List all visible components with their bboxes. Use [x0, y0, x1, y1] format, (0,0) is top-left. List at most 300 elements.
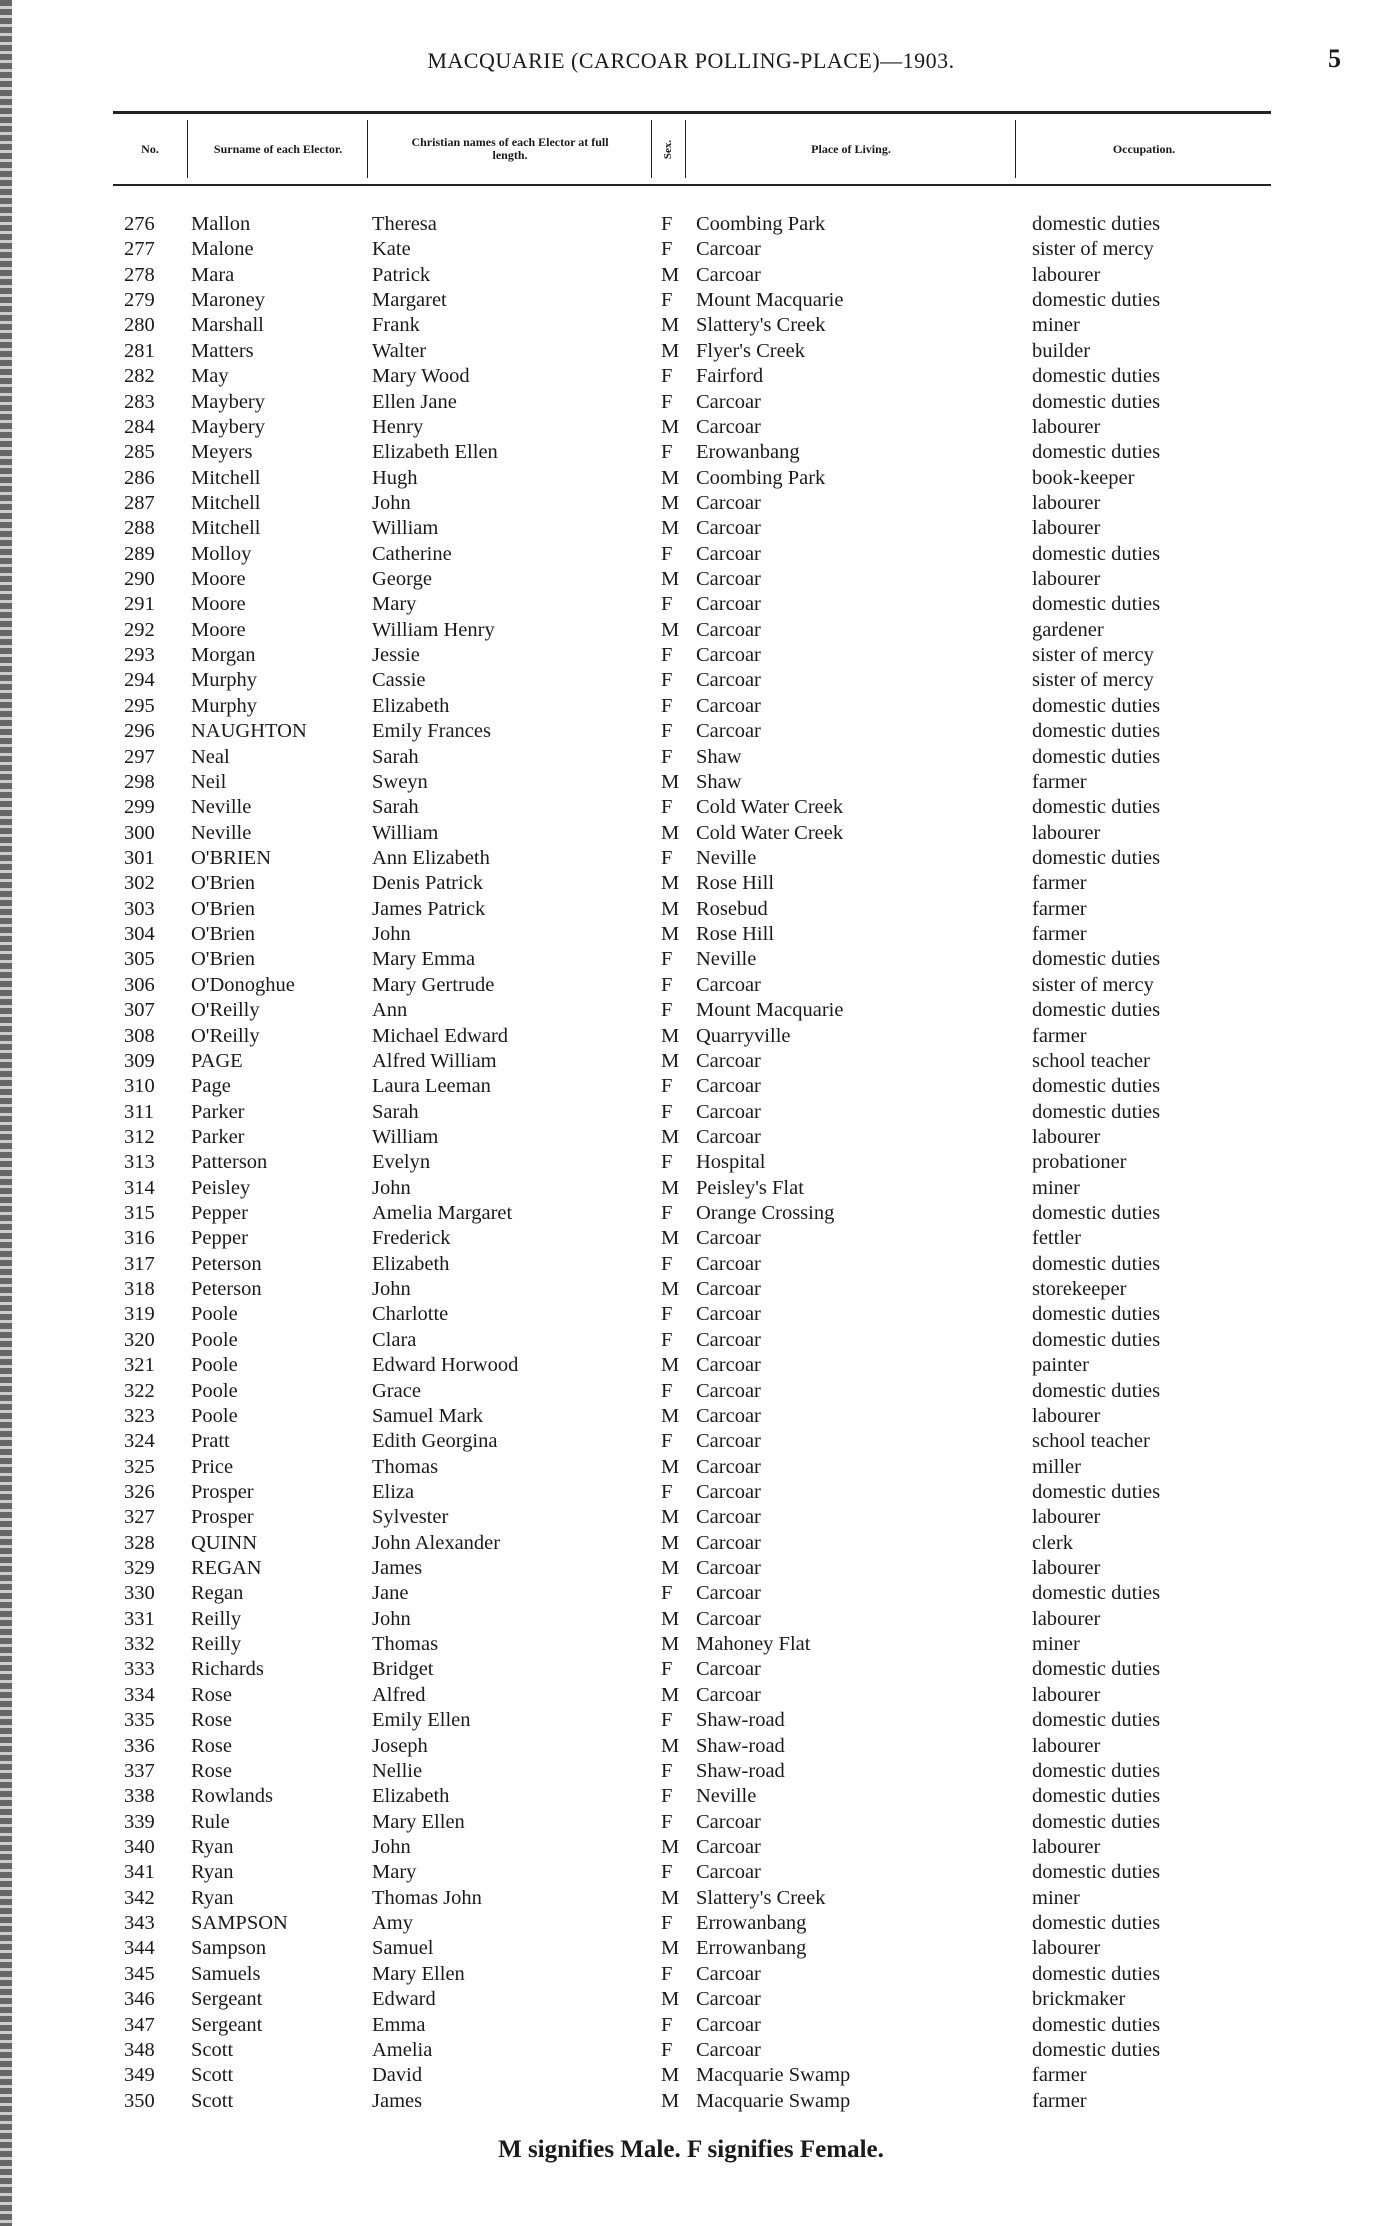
elector-number: 319 [124, 1303, 155, 1326]
header-place: Place of Living. [811, 141, 891, 156]
elector-place: Neville [696, 1785, 757, 1808]
elector-christian-names: Michael Edward [372, 1024, 509, 1047]
elector-christian-names: James [372, 2089, 423, 2112]
elector-place: Errowanbang [696, 1937, 807, 1960]
header-sex-label: Sex. [662, 139, 675, 159]
elector-sex: M [661, 314, 680, 337]
elector-number: 312 [124, 1125, 155, 1148]
elector-occupation: domestic duties [1032, 1962, 1161, 1985]
table-row [0, 1936, 1382, 1961]
elector-place: Rosebud [696, 897, 768, 920]
elector-number: 284 [124, 415, 155, 438]
elector-sex: M [661, 2089, 680, 2112]
elector-sex: M [661, 923, 680, 946]
elector-sex: F [661, 1861, 673, 1884]
elector-list [0, 212, 1382, 2114]
elector-surname: Prosper [191, 1506, 254, 1529]
table-row [0, 770, 1382, 795]
elector-place: Carcoar [696, 542, 761, 565]
elector-number: 276 [124, 213, 155, 235]
elector-surname: Sampson [191, 1937, 267, 1960]
elector-sex: M [661, 491, 680, 514]
elector-sex: F [661, 1759, 673, 1782]
elector-christian-names: Hugh [372, 466, 418, 489]
elector-sex: F [661, 1709, 673, 1732]
table-row [0, 795, 1382, 820]
elector-occupation: farmer [1032, 923, 1087, 946]
elector-christian-names: Mary Wood [372, 365, 470, 388]
elector-number: 295 [124, 694, 155, 717]
elector-sex: M [661, 821, 680, 844]
elector-occupation: labourer [1032, 568, 1101, 591]
elector-christian-names: John [372, 491, 411, 514]
table-row [0, 364, 1382, 389]
elector-number: 314 [124, 1176, 155, 1199]
elector-christian-names: Sarah [372, 745, 419, 768]
elector-sex: M [661, 897, 680, 920]
elector-place: Hospital [696, 1151, 766, 1174]
elector-number: 279 [124, 289, 155, 312]
elector-sex: F [661, 745, 673, 768]
elector-surname: QUINN [191, 1531, 258, 1554]
elector-number: 290 [124, 568, 155, 591]
elector-number: 325 [124, 1455, 155, 1478]
table-row [0, 1962, 1382, 1987]
elector-occupation: school teacher [1032, 1430, 1150, 1453]
elector-surname: REGAN [191, 1557, 262, 1580]
elector-place: Carcoar [696, 720, 761, 743]
elector-occupation: miner [1032, 1176, 1080, 1199]
elector-occupation: domestic duties [1032, 1759, 1161, 1782]
sex-legend: M signifies Male. F signifies Female. [498, 2136, 884, 2163]
elector-surname: Parker [191, 1100, 245, 1123]
elector-place: Carcoar [696, 1557, 761, 1580]
elector-occupation: domestic duties [1032, 720, 1161, 743]
table-row [0, 516, 1382, 541]
table-row [0, 542, 1382, 567]
elector-surname: Poole [191, 1379, 238, 1402]
elector-christian-names: Mary Ellen [372, 1810, 465, 1833]
elector-occupation: domestic duties [1032, 1582, 1161, 1605]
elector-number: 318 [124, 1278, 155, 1301]
elector-surname: Neal [191, 745, 230, 768]
elector-place: Carcoar [696, 1506, 761, 1529]
elector-sex: M [661, 1278, 680, 1301]
elector-christian-names: John [372, 923, 411, 946]
elector-place: Carcoar [696, 1531, 761, 1554]
elector-christian-names: David [372, 2064, 423, 2087]
elector-christian-names: Eliza [372, 1480, 415, 1503]
header-divider [1015, 120, 1016, 178]
elector-number: 332 [124, 1633, 155, 1656]
table-row [0, 897, 1382, 922]
elector-place: Carcoar [696, 2038, 761, 2061]
elector-occupation: farmer [1032, 770, 1087, 793]
elector-sex: F [661, 720, 673, 743]
elector-place: Carcoar [696, 618, 761, 641]
table-row [0, 922, 1382, 947]
elector-number: 322 [124, 1379, 155, 1402]
elector-surname: Rowlands [191, 1785, 273, 1808]
elector-sex: F [661, 213, 673, 235]
elector-occupation: probationer [1032, 1151, 1127, 1174]
elector-surname: Morgan [191, 644, 256, 667]
elector-occupation: gardener [1032, 618, 1104, 641]
elector-occupation: domestic duties [1032, 999, 1161, 1022]
elector-sex: M [661, 1683, 680, 1706]
elector-surname: Moore [191, 618, 246, 641]
elector-sex: F [661, 1328, 673, 1351]
elector-surname: Rose [191, 1683, 232, 1706]
elector-christian-names: Cassie [372, 669, 426, 692]
elector-occupation: domestic duties [1032, 1303, 1161, 1326]
elector-number: 349 [124, 2064, 155, 2087]
running-head: MACQUARIE (CARCOAR POLLING-PLACE)—1903. [427, 48, 955, 73]
elector-surname: O'BRIEN [191, 846, 271, 869]
elector-surname: Poole [191, 1404, 238, 1427]
elector-place: Slattery's Creek [696, 314, 826, 337]
elector-place: Carcoar [696, 1328, 761, 1351]
elector-surname: Patterson [191, 1151, 268, 1174]
elector-christian-names: Edward Horwood [372, 1354, 519, 1377]
header-occupation: Occupation. [1112, 141, 1176, 156]
elector-occupation: domestic duties [1032, 390, 1161, 413]
elector-place: Carcoar [696, 644, 761, 667]
elector-occupation: painter [1032, 1354, 1089, 1377]
table-row [0, 1049, 1382, 1074]
elector-surname: Ryan [191, 1836, 234, 1858]
table-row [0, 440, 1382, 465]
elector-sex: M [661, 263, 680, 286]
elector-number: 333 [124, 1658, 155, 1681]
elector-occupation: domestic duties [1032, 694, 1161, 717]
elector-occupation: domestic duties [1032, 2038, 1161, 2061]
elector-occupation: domestic duties [1032, 846, 1161, 869]
elector-sex: F [661, 1202, 673, 1225]
elector-place: Cold Water Creek [696, 821, 844, 844]
elector-occupation: labourer [1032, 1557, 1101, 1580]
elector-christian-names: Edward [372, 1988, 436, 2011]
elector-place: Carcoar [696, 1455, 761, 1478]
elector-sex: F [661, 999, 673, 1022]
elector-surname: Peisley [191, 1176, 251, 1199]
elector-surname: Reilly [191, 1607, 242, 1630]
elector-surname: NAUGHTON [191, 720, 307, 743]
elector-christian-names: Elizabeth [372, 694, 450, 717]
elector-surname: Murphy [191, 669, 258, 692]
elector-surname: Pratt [191, 1430, 230, 1453]
elector-occupation: book-keeper [1032, 466, 1135, 489]
elector-place: Carcoar [696, 1379, 761, 1402]
elector-surname: Reilly [191, 1633, 242, 1656]
elector-number: 300 [124, 821, 155, 844]
table-row [0, 1734, 1382, 1759]
elector-sex: F [661, 669, 673, 692]
elector-surname: Rose [191, 1759, 232, 1782]
elector-sex: F [661, 238, 673, 261]
elector-christian-names: Joseph [372, 1734, 428, 1757]
elector-christian-names: Catherine [372, 542, 452, 565]
elector-surname: Mitchell [191, 466, 261, 489]
table-row [0, 2063, 1382, 2088]
elector-number: 299 [124, 796, 155, 819]
elector-number: 326 [124, 1480, 155, 1503]
table-row [0, 567, 1382, 592]
elector-surname: O'Brien [191, 897, 256, 920]
table-row [0, 1556, 1382, 1581]
elector-place: Carcoar [696, 669, 761, 692]
elector-place: Shaw-road [696, 1759, 785, 1782]
table-row [0, 1024, 1382, 1049]
elector-christian-names: Nellie [372, 1759, 423, 1782]
header-divider [367, 120, 368, 178]
elector-surname: Pepper [191, 1202, 248, 1225]
elector-number: 304 [124, 923, 155, 946]
elector-sex: F [661, 1480, 673, 1503]
elector-christian-names: James [372, 1557, 423, 1580]
elector-place: Quarryville [696, 1024, 791, 1047]
elector-place: Shaw [696, 745, 742, 768]
table-row [0, 1252, 1382, 1277]
elector-number: 346 [124, 1988, 155, 2011]
elector-place: Carcoar [696, 973, 761, 996]
elector-surname: Sergeant [191, 2013, 263, 2036]
elector-place: Slattery's Creek [696, 1886, 826, 1909]
elector-surname: Neville [191, 796, 252, 819]
elector-surname: Ryan [191, 1886, 234, 1909]
elector-occupation: domestic duties [1032, 1810, 1161, 1833]
elector-place: Carcoar [696, 1810, 761, 1833]
table-row [0, 1607, 1382, 1632]
elector-christian-names: Frank [372, 314, 420, 337]
elector-surname: Poole [191, 1303, 238, 1326]
elector-christian-names: Margaret [372, 289, 447, 312]
elector-christian-names: Alfred [372, 1683, 426, 1706]
elector-sex: M [661, 1176, 680, 1199]
elector-christian-names: Mary [372, 1861, 417, 1884]
table-row [0, 973, 1382, 998]
elector-surname: Sergeant [191, 1988, 263, 2011]
elector-surname: PAGE [191, 1049, 243, 1072]
elector-surname: Malone [191, 238, 254, 261]
table-row [0, 1074, 1382, 1099]
elector-place: Carcoar [696, 2013, 761, 2036]
elector-christian-names: William [372, 1125, 439, 1148]
header-divider [187, 120, 188, 178]
elector-number: 338 [124, 1785, 155, 1808]
table-row [0, 1379, 1382, 1404]
elector-christian-names: Walter [372, 339, 427, 362]
table-row [0, 390, 1382, 415]
elector-place: Carcoar [696, 1607, 761, 1630]
elector-number: 331 [124, 1607, 155, 1630]
table-row [0, 1759, 1382, 1784]
header-surname: Surname of each Elector. [213, 141, 343, 156]
elector-surname: Regan [191, 1582, 244, 1605]
header-no: No. [141, 141, 159, 156]
elector-occupation: domestic duties [1032, 1658, 1161, 1681]
table-row [0, 1581, 1382, 1606]
elector-sex: F [661, 796, 673, 819]
elector-sex: M [661, 618, 680, 641]
elector-surname: Maybery [191, 390, 266, 413]
elector-place: Coombing Park [696, 466, 826, 489]
elector-occupation: domestic duties [1032, 1912, 1161, 1935]
elector-christian-names: James Patrick [372, 897, 486, 920]
elector-number: 302 [124, 872, 155, 895]
elector-occupation: brickmaker [1032, 1988, 1126, 2011]
elector-occupation: domestic duties [1032, 1252, 1161, 1275]
elector-place: Carcoar [696, 1354, 761, 1377]
elector-number: 334 [124, 1683, 155, 1706]
elector-occupation: sister of mercy [1032, 669, 1154, 692]
elector-number: 337 [124, 1759, 155, 1782]
elector-sex: F [661, 441, 673, 464]
elector-christian-names: Jane [372, 1582, 409, 1605]
table-row [0, 694, 1382, 719]
elector-surname: Poole [191, 1354, 238, 1377]
elector-surname: Matters [191, 339, 254, 362]
elector-occupation: domestic duties [1032, 593, 1161, 616]
elector-number: 311 [124, 1100, 154, 1123]
elector-sex: M [661, 1988, 680, 2011]
elector-number: 344 [124, 1937, 155, 1960]
elector-christian-names: Elizabeth [372, 1252, 450, 1275]
table-row [0, 846, 1382, 871]
elector-place: Carcoar [696, 1658, 761, 1681]
elector-occupation: sister of mercy [1032, 973, 1154, 996]
elector-christian-names: William Henry [372, 618, 495, 641]
elector-place: Shaw [696, 770, 742, 793]
elector-sex: M [661, 1227, 680, 1250]
table-row [0, 1404, 1382, 1429]
elector-occupation: labourer [1032, 491, 1101, 514]
elector-number: 342 [124, 1886, 155, 1909]
table-row [0, 212, 1382, 237]
elector-surname: Moore [191, 568, 246, 591]
elector-occupation: labourer [1032, 1937, 1101, 1960]
elector-surname: Moore [191, 593, 246, 616]
table-row [0, 1683, 1382, 1708]
elector-number: 292 [124, 618, 155, 641]
elector-sex: M [661, 1024, 680, 1047]
elector-surname: Scott [191, 2038, 234, 2061]
elector-sex: F [661, 2013, 673, 2036]
table-row [0, 745, 1382, 770]
table-row [0, 1226, 1382, 1251]
elector-number: 315 [124, 1202, 155, 1225]
elector-place: Macquarie Swamp [696, 2064, 851, 2087]
elector-sex: F [661, 2038, 673, 2061]
elector-place: Carcoar [696, 1962, 761, 1985]
elector-number: 291 [124, 593, 155, 616]
elector-surname: Pepper [191, 1227, 248, 1250]
elector-surname: Scott [191, 2089, 234, 2112]
elector-sex: F [661, 289, 673, 312]
elector-occupation: domestic duties [1032, 1379, 1161, 1402]
elector-place: Carcoar [696, 1683, 761, 1706]
elector-christian-names: Samuel [372, 1937, 434, 1960]
elector-place: Carcoar [696, 1988, 761, 2011]
elector-occupation: labourer [1032, 1404, 1101, 1427]
elector-number: 335 [124, 1709, 155, 1732]
elector-christian-names: Sarah [372, 1100, 419, 1123]
elector-number: 343 [124, 1912, 155, 1935]
elector-number: 301 [124, 846, 155, 869]
elector-number: 347 [124, 2013, 155, 2036]
elector-occupation: domestic duties [1032, 1861, 1161, 1884]
elector-sex: F [661, 365, 673, 388]
elector-christian-names: John [372, 1278, 411, 1301]
elector-christian-names: Amy [372, 1912, 413, 1935]
elector-occupation: farmer [1032, 2089, 1087, 2112]
elector-number: 307 [124, 999, 155, 1022]
table-row [0, 237, 1382, 262]
table-row [0, 1480, 1382, 1505]
elector-surname: Peterson [191, 1278, 262, 1301]
elector-occupation: domestic duties [1032, 213, 1161, 235]
elector-sex: M [661, 1506, 680, 1529]
table-row [0, 1531, 1382, 1556]
elector-place: Shaw-road [696, 1709, 785, 1732]
elector-number: 328 [124, 1531, 155, 1554]
elector-sex: F [661, 1430, 673, 1453]
elector-occupation: domestic duties [1032, 289, 1161, 312]
elector-occupation: labourer [1032, 1607, 1101, 1630]
elector-sex: M [661, 466, 680, 489]
elector-sex: F [661, 1658, 673, 1681]
elector-surname: O'Brien [191, 923, 256, 946]
table-row [0, 1632, 1382, 1657]
table-row [0, 1150, 1382, 1175]
elector-place: Carcoar [696, 390, 761, 413]
elector-surname: Mitchell [191, 517, 261, 540]
table-row [0, 2038, 1382, 2063]
elector-christian-names: Sarah [372, 796, 419, 819]
elector-christian-names: Mary [372, 593, 417, 616]
elector-occupation: fettler [1032, 1227, 1081, 1250]
elector-place: Carcoar [696, 1430, 761, 1453]
table-row [0, 668, 1382, 693]
elector-sex: F [661, 1962, 673, 1985]
elector-surname: Mallon [191, 213, 251, 235]
elector-surname: Meyers [191, 441, 253, 464]
elector-sex: F [661, 694, 673, 717]
elector-place: Cold Water Creek [696, 796, 844, 819]
elector-occupation: labourer [1032, 517, 1101, 540]
elector-sex: M [661, 1531, 680, 1554]
elector-christian-names: Ann Elizabeth [372, 846, 490, 869]
table-row [0, 313, 1382, 338]
elector-occupation: miner [1032, 314, 1080, 337]
page-number: 5 [1328, 44, 1341, 73]
elector-place: Rose Hill [696, 872, 775, 895]
elector-place: Errowanbang [696, 1912, 807, 1935]
elector-place: Carcoar [696, 491, 761, 514]
elector-number: 278 [124, 263, 155, 286]
elector-christian-names: Thomas [372, 1455, 439, 1478]
elector-occupation: domestic duties [1032, 796, 1161, 819]
elector-sex: M [661, 517, 680, 540]
elector-place: Carcoar [696, 694, 761, 717]
elector-surname: Mara [191, 263, 235, 286]
table-row [0, 1277, 1382, 1302]
elector-christian-names: Emily Ellen [372, 1709, 471, 1732]
elector-occupation: farmer [1032, 1024, 1087, 1047]
elector-sex: F [661, 1912, 673, 1935]
elector-place: Mahoney Flat [696, 1633, 811, 1656]
elector-sex: F [661, 1582, 673, 1605]
